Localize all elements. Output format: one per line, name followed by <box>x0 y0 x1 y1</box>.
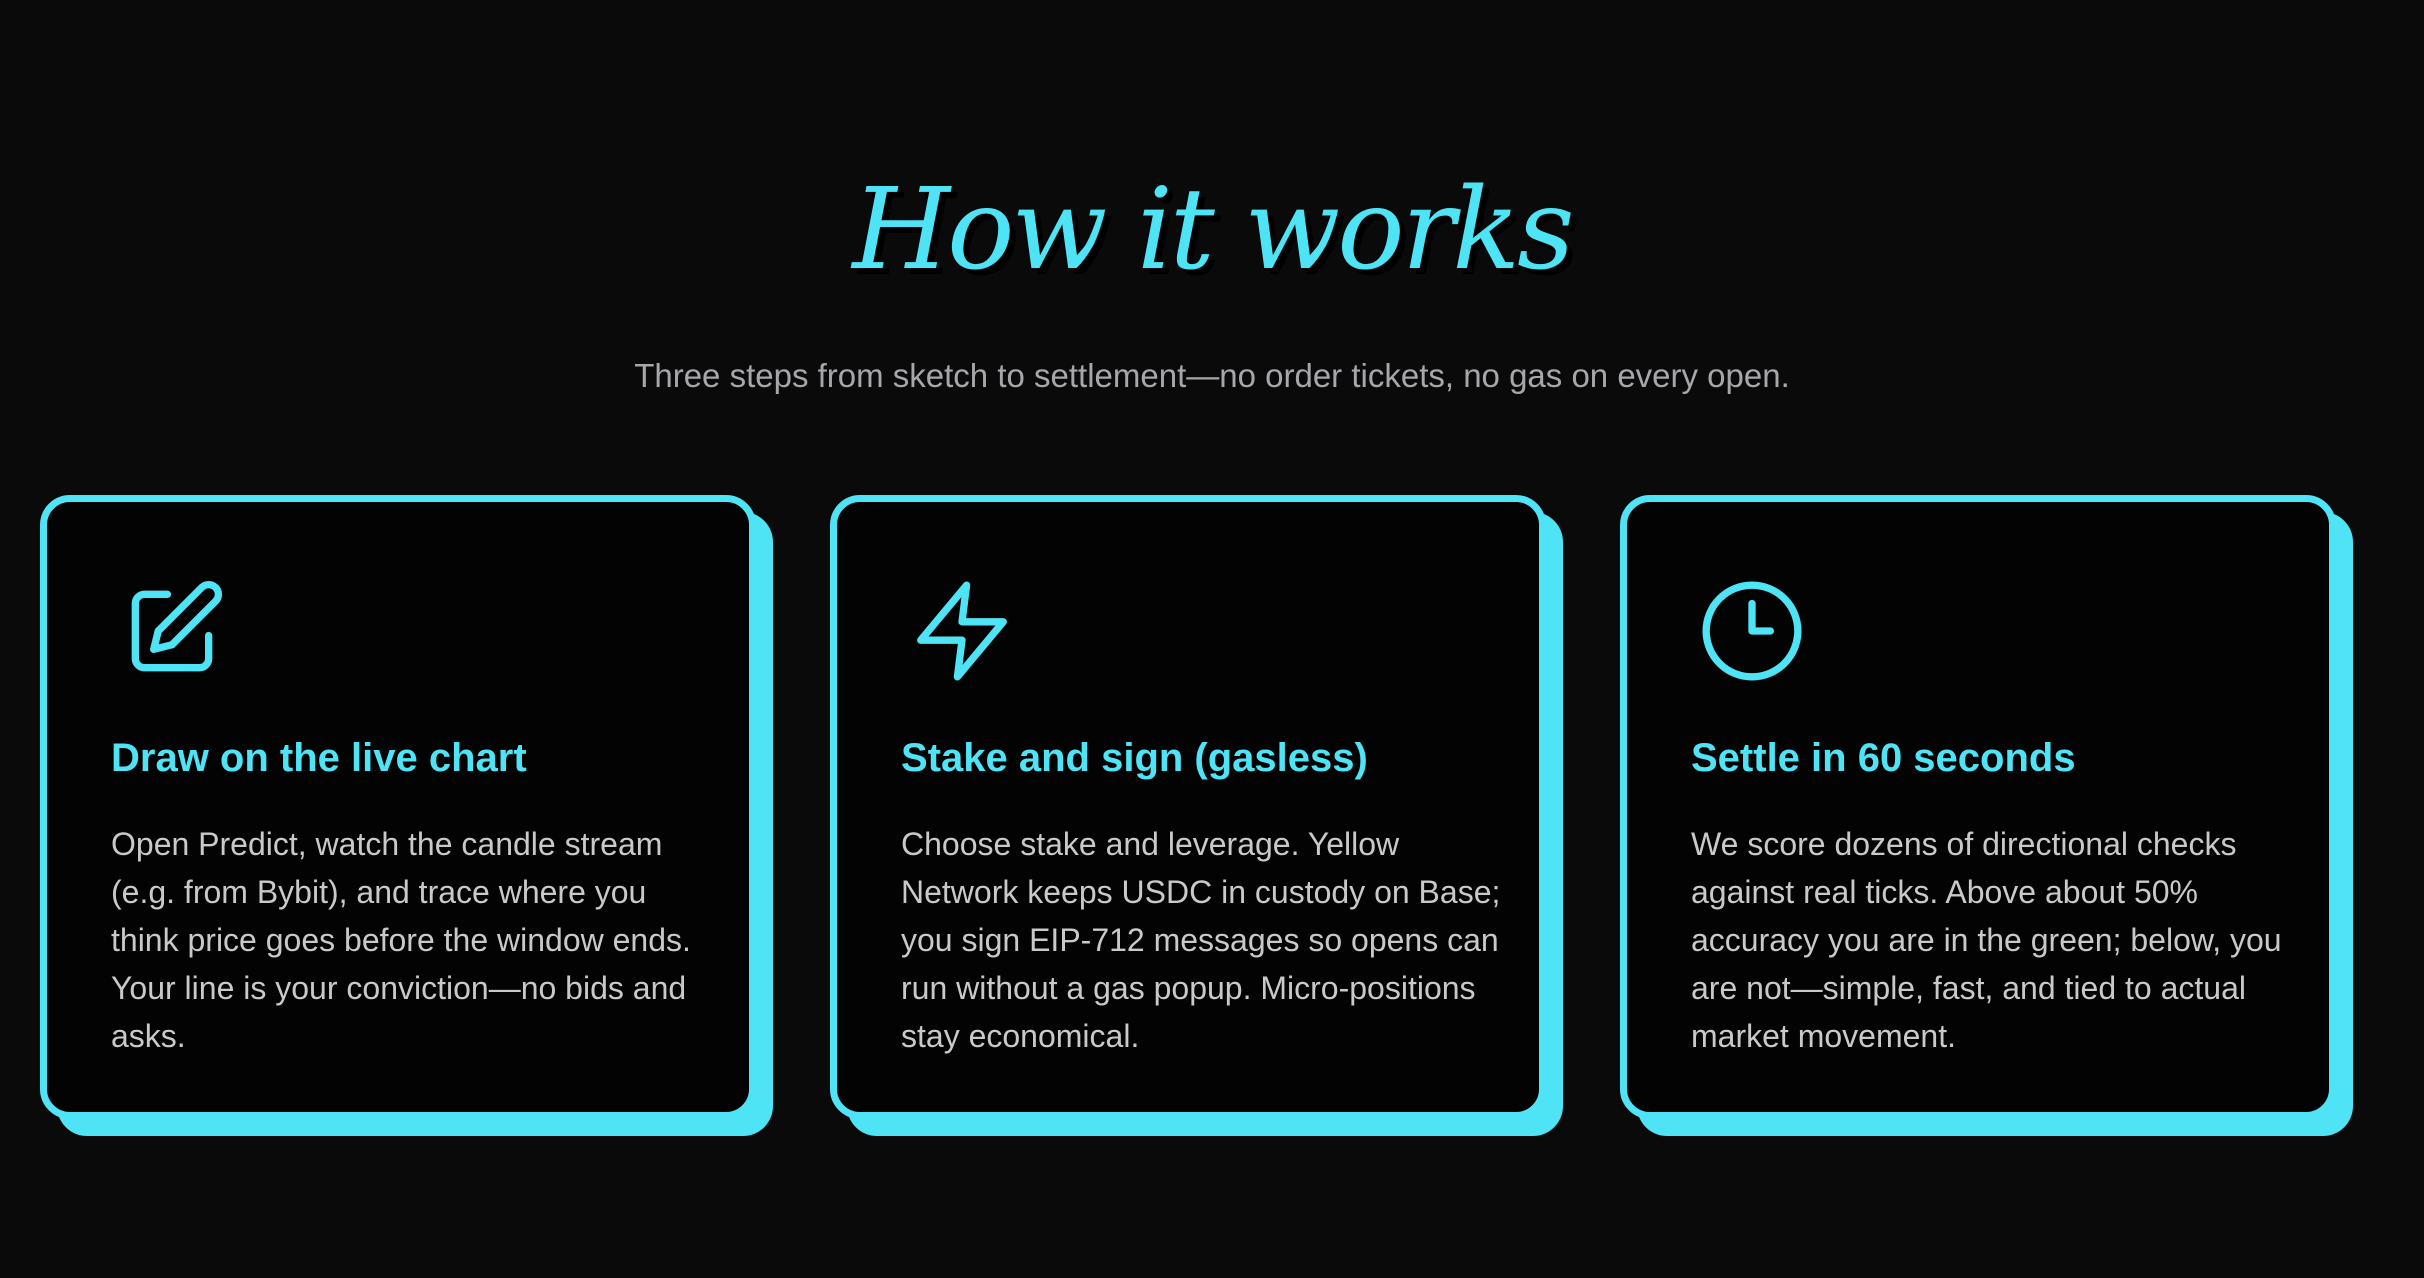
step-card-settle <box>1620 495 2336 1119</box>
card-description: We score dozens of directional checks against real ticks. Above about 50% accuracy you are in the green; below, you are not—simple, fast, and tied to actual market movement. <box>1691 826 2282 1054</box>
card-title: Settle in 60 seconds <box>1691 736 2076 780</box>
card-title: Stake and sign (gasless) <box>901 736 1368 780</box>
clock-icon <box>1697 576 1807 686</box>
section-subtitle: Three steps from sketch to settlement—no order tickets, no gas on every open. <box>634 357 1790 394</box>
step-card-stake <box>830 495 1546 1119</box>
card-description: Open Predict, watch the candle stream (e.g. from Bybit), and trace where you think price goes before the window ends. Your line is your conviction—no bids and asks. <box>111 826 691 1054</box>
pencil-square-icon <box>117 576 227 686</box>
card-description: Choose stake and leverage. Yellow Network keeps USDC in custody on Base; you sign EIP-712 messages so opens can run without a gas popup. Micro-positions stay economical. <box>901 826 1501 1054</box>
card-title: Draw on the live chart <box>111 736 527 780</box>
section-title: How it works <box>852 165 1572 295</box>
step-card-draw <box>40 495 756 1119</box>
lightning-bolt-icon <box>907 576 1017 686</box>
steps-card-list <box>40 495 2376 1125</box>
